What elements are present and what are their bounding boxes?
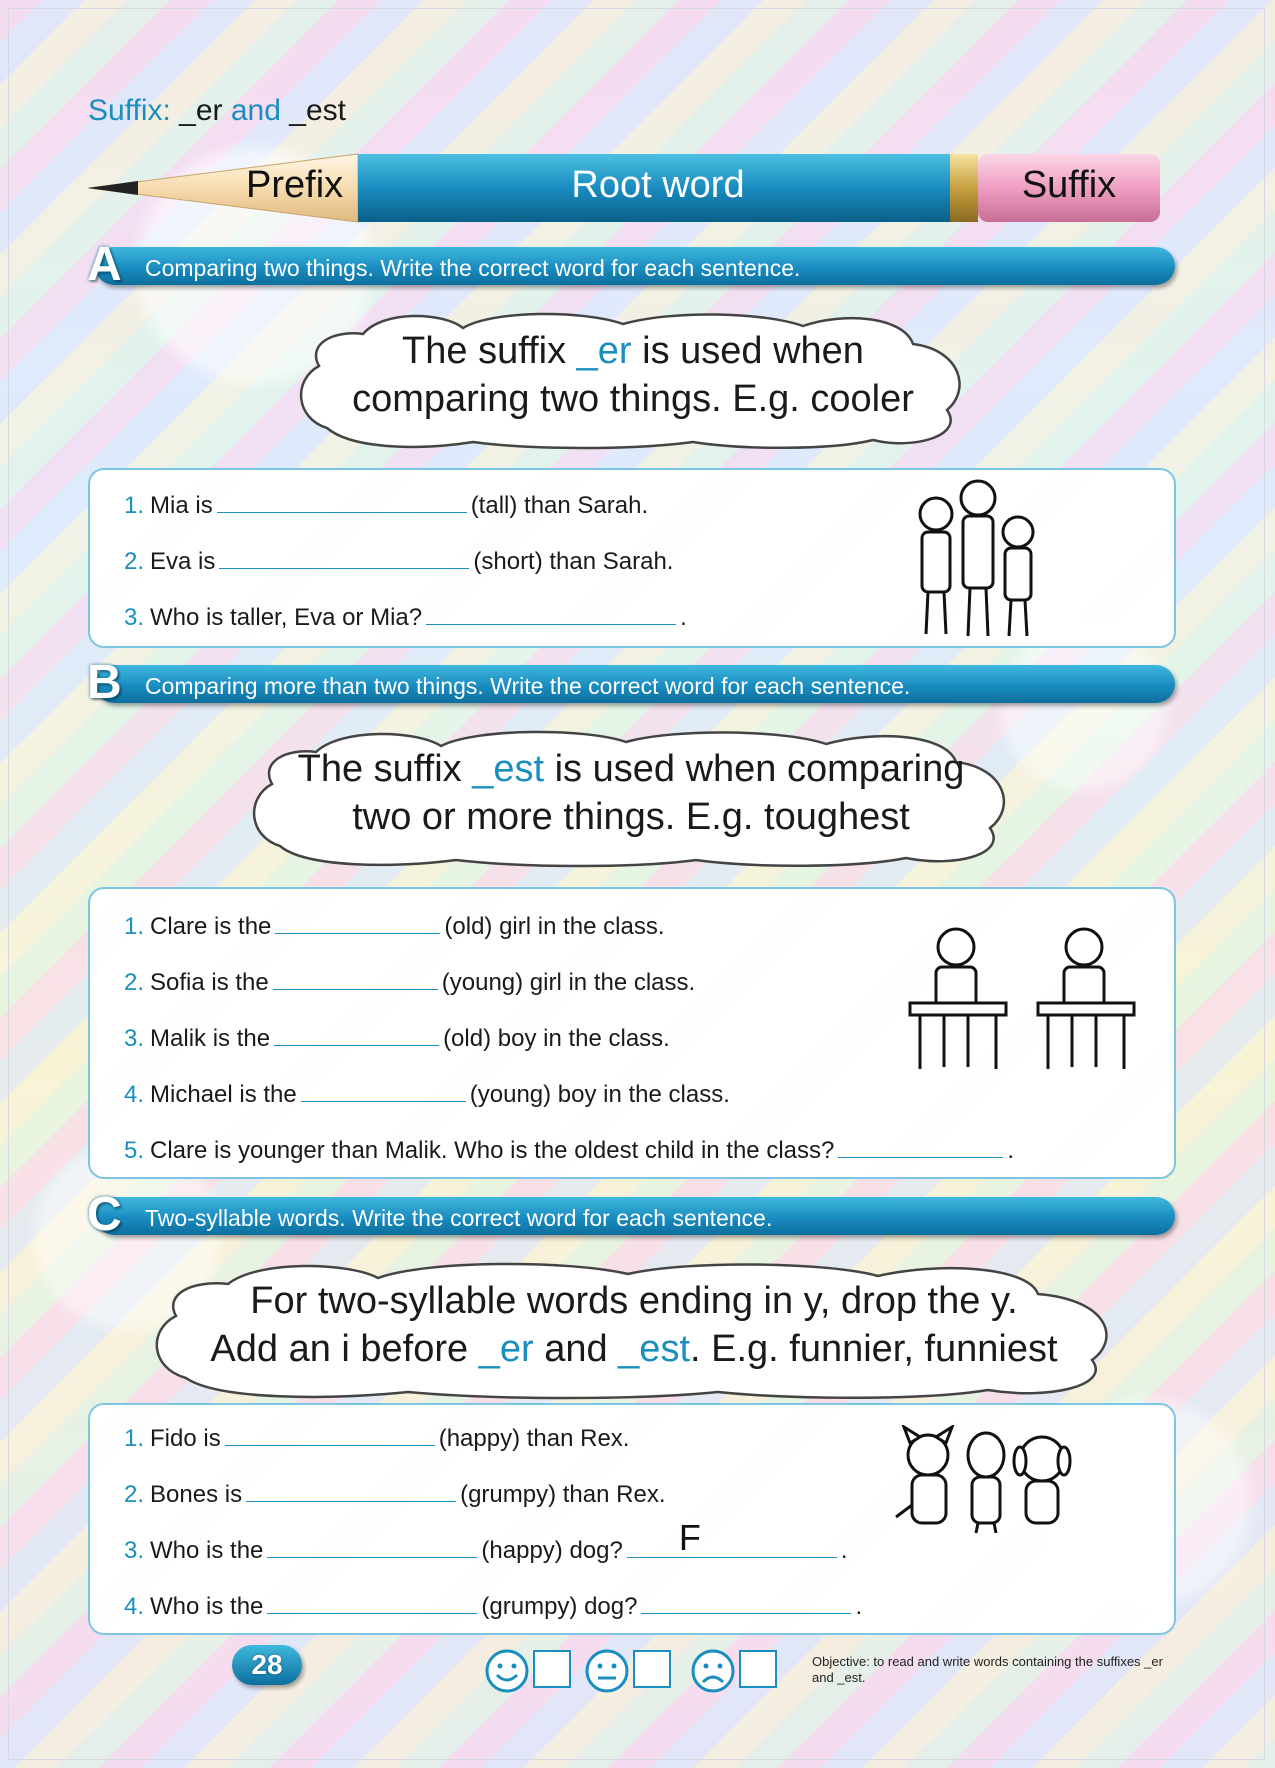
section-c-cloud [148,1260,1120,1400]
question-b1: 1. Clare is the (old) girl in the class. [124,913,665,940]
question-b4: 4. Michael is the (young) boy in the class. [124,1081,730,1108]
section-a-cloud [293,310,973,450]
answer-blank[interactable] [225,1425,435,1446]
three-dogs-illustration [890,1425,1075,1535]
question-b3: 3. Malik is the (old) boy in the class. [124,1025,670,1052]
happy-face-icon [484,1648,530,1694]
section-c-exercises [88,1403,1176,1635]
sad-tick-box[interactable] [739,1650,777,1688]
question-c1: 1. Fido is (happy) than Rex. [124,1425,630,1452]
answer-blank[interactable] [301,1081,466,1102]
section-a-cloud-line1: The suffix _er is used when [402,330,864,372]
page-title: Suffix: _er and _est [88,94,346,127]
question-c2: 2. Bones is (grumpy) than Rex. [124,1481,666,1508]
boys-at-desks-illustration [906,919,1141,1079]
pencil-root-label: Root word [571,164,745,206]
section-a-instruction: Comparing two things. Write the correct word for each sentence. [145,255,801,281]
answer-blank[interactable] [219,548,469,569]
answer-blank[interactable] [641,1593,851,1614]
section-b-letter: B [87,656,122,709]
answer-blank[interactable] [426,604,676,625]
section-c-cloud-line1: For two-syllable words ending in y, drop the y. [250,1280,1018,1322]
question-a3: 3. Who is taller, Eva or Mia? . [124,604,687,631]
answer-blank[interactable] [267,1593,477,1614]
section-b-cloud-line2: two or more things. E.g. toughest [352,796,910,838]
sad-face-icon [690,1648,736,1694]
question-c3: 3. Who is the (happy) dog? F . [124,1517,848,1564]
section-b-cloud [246,728,1016,868]
section-c-instruction: Two-syllable words. Write the correct word for each sentence. [145,1205,773,1231]
answer-blank[interactable] [217,492,467,513]
section-b-exercises [88,887,1176,1179]
section-c-letter: C [87,1188,122,1241]
objective-text: Objective: to read and write words containing the suffixes _er and _est. [812,1654,1163,1685]
answer-blank[interactable] [273,969,438,990]
answer-blank[interactable] [246,1481,456,1502]
section-a-exercises [88,468,1176,648]
neutral-tick-box[interactable] [633,1650,671,1688]
answer-blank[interactable] [274,1025,439,1046]
pencil-banner [88,152,1173,224]
question-a1: 1. Mia is (tall) than Sarah. [124,492,649,519]
answer-blank[interactable] [267,1537,477,1558]
section-b-cloud-line1: The suffix _est is used when comparing [297,748,965,790]
section-b-instruction: Comparing more than two things. Write the correct word for each sentence. [145,673,911,699]
question-b2: 2. Sofia is the (young) girl in the class. [124,969,696,996]
neutral-face-icon [584,1648,630,1694]
answer-blank-filled[interactable] [627,1517,837,1558]
section-a-cloud-line2: comparing two things. E.g. cooler [352,378,914,420]
section-c-bar [87,1188,1175,1241]
pencil-suffix-label: Suffix [1021,164,1117,206]
question-b5: 5. Clare is younger than Malik. Who is the oldest child in the class? . [124,1137,1015,1164]
three-girls-illustration [908,476,1048,644]
section-a-bar [87,238,1175,291]
section-b-bar [87,656,1175,709]
happy-tick-box[interactable] [533,1650,571,1688]
question-a2: 2. Eva is (short) than Sarah. [124,548,674,575]
answer-blank[interactable] [838,1137,1003,1158]
page-number: 28 [232,1645,302,1685]
section-c-cloud-line2: Add an i before _er and _est. E.g. funnier, funniest [210,1328,1058,1370]
handwritten-answer: F [678,1517,701,1558]
question-c4: 4. Who is the (grumpy) dog? . [124,1593,863,1620]
answer-blank[interactable] [275,913,440,934]
pencil-prefix-label: Prefix [246,164,344,206]
section-a-letter: A [87,238,122,291]
